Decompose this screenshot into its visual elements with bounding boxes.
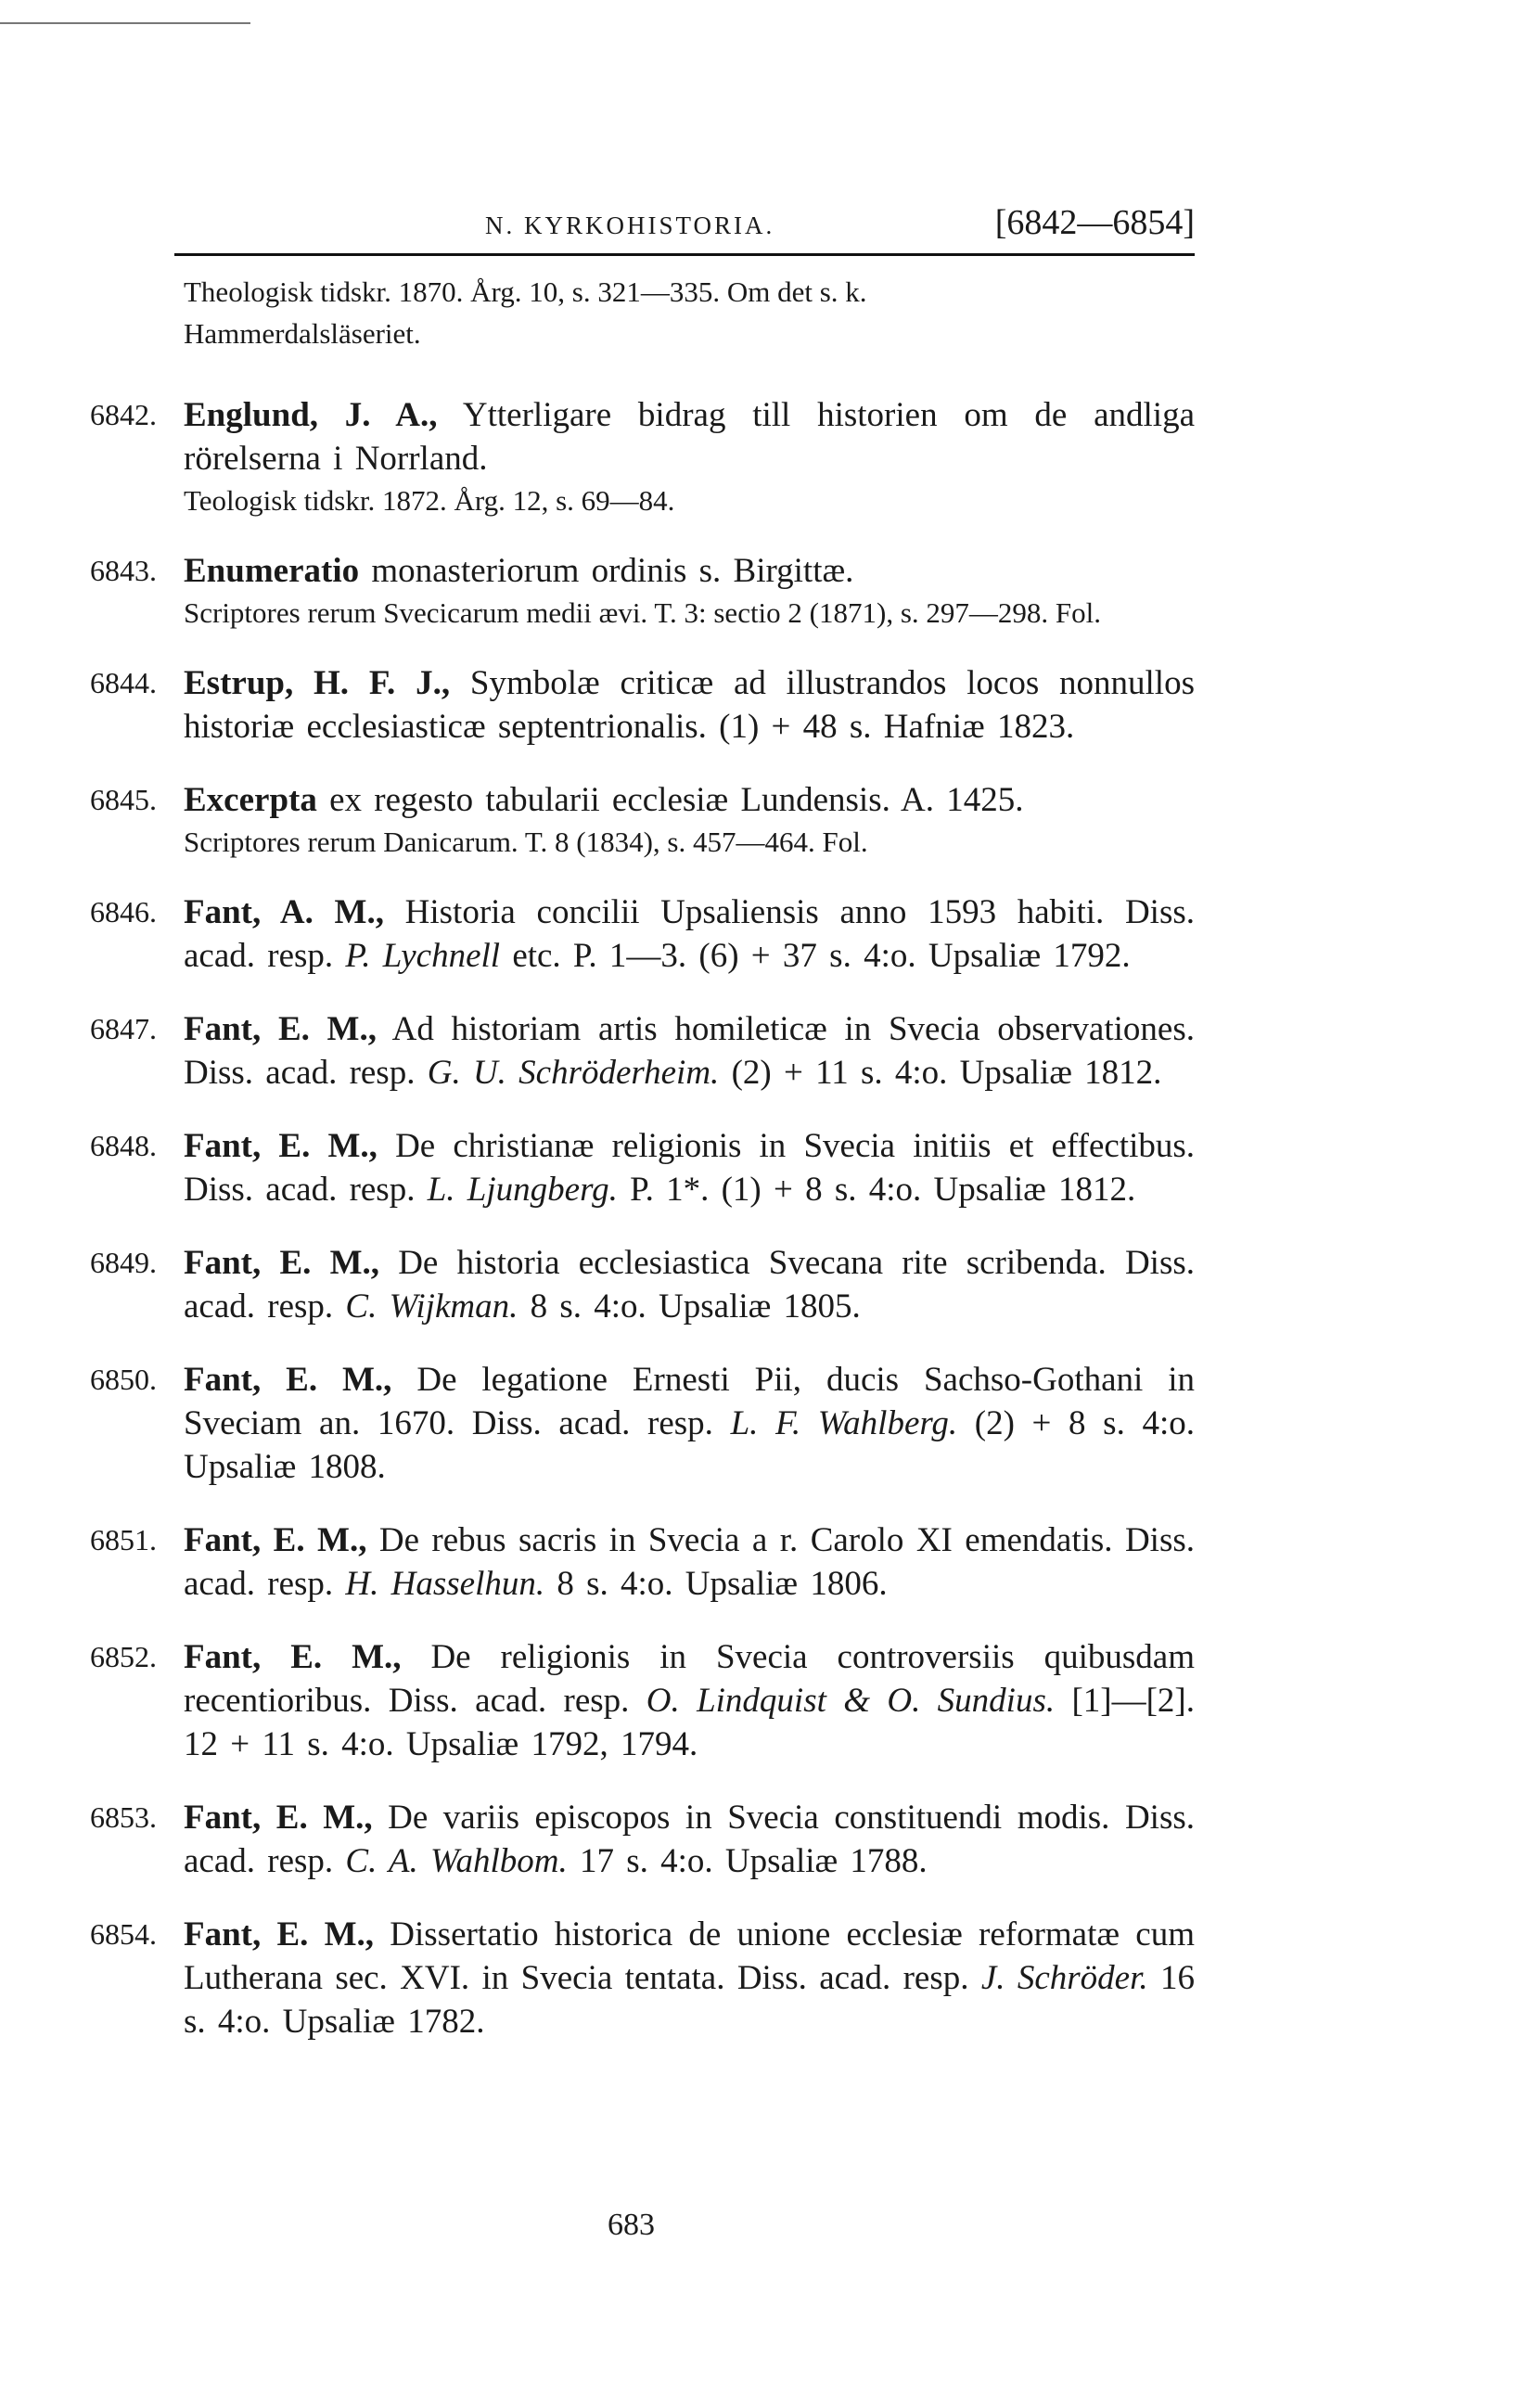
entry-respondent: P. Lychnell xyxy=(345,937,501,975)
entry-6848 xyxy=(90,1124,1195,1211)
entry-imprint: (2) + 8 s. 4:o. Upsaliæ 1808. xyxy=(184,1404,1195,1486)
entry-title xyxy=(184,1796,1195,1883)
entry-range: [6842—6854] xyxy=(994,203,1195,242)
entry-text: Symbolæ criticæ ad illustrandos locos nonnullos historiæ ecclesiasticæ septentrionalis. (1) + 48 s. Hafniæ 1823. xyxy=(184,664,1195,746)
entry-author: Fant, E. M., xyxy=(184,1521,367,1559)
top-scan-rule xyxy=(0,22,250,24)
entry-6845 xyxy=(90,778,1195,861)
entry-author: Englund, J. A., xyxy=(184,396,438,434)
entry-6851 xyxy=(90,1518,1195,1606)
entry-title xyxy=(184,1518,1195,1606)
entry-6846 xyxy=(90,890,1195,978)
entry-text: ex regesto tabularii ecclesiæ Lundensis. A. 1425. xyxy=(316,781,1024,819)
entry-respondent: G. U. Schröderheim. xyxy=(427,1054,720,1092)
entry-6844 xyxy=(90,661,1195,749)
entry-author: Fant, A. M., xyxy=(184,893,384,931)
entry-6850 xyxy=(90,1358,1195,1489)
entry-title xyxy=(184,549,1195,593)
entry-text: De religionis in Svecia controversiis quibusdam recentioribus. Diss. acad. resp. xyxy=(184,1638,1195,1720)
entry-6849 xyxy=(90,1241,1195,1328)
entry-imprint: 16 s. 4:o. Upsaliæ 1782. xyxy=(184,1959,1195,2041)
entry-respondent: O. Lindquist & O. Sundius. xyxy=(646,1682,1056,1720)
entry-text: Historia concilii Upsaliensis anno 1593 habiti. Diss. acad. resp. xyxy=(184,893,1195,975)
entry-number: 6848. xyxy=(90,1129,157,1162)
entry-number: 6851. xyxy=(90,1523,157,1556)
entry-source: Scriptores rerum Danicarum. T. 8 (1834), s. 457—464. Fol. xyxy=(184,826,868,858)
entry-imprint: 8 s. 4:o. Upsaliæ 1805. xyxy=(518,1287,861,1326)
entry-title xyxy=(184,1358,1195,1489)
entry-respondent: H. Hasselhun. xyxy=(345,1565,545,1603)
entry-number: 6842. xyxy=(90,398,157,431)
entry-title xyxy=(184,1635,1195,1766)
entry-source: Scriptores rerum Svecicarum medii ævi. T. 3: sectio 2 (1871), s. 297—298. Fol. xyxy=(184,596,1101,629)
entry-number: 6853. xyxy=(90,1800,157,1834)
continuation-line: Theologisk tidskr. 1870. Årg. 10, s. 321—335. Om det s. k. xyxy=(184,275,867,308)
entry-number: 6854. xyxy=(90,1917,157,1951)
continuation-note xyxy=(184,271,1195,354)
page-number: 683 xyxy=(608,2208,655,2242)
entry-number: 6843. xyxy=(90,554,157,587)
entry-title xyxy=(184,393,1195,480)
entry-imprint: [1]—[2]. 12 + 11 s. 4:o. Upsaliæ 1792, 1794. xyxy=(184,1682,1195,1763)
entry-text: De christianæ religionis in Svecia initiis et effectibus. Diss. acad. resp. xyxy=(184,1127,1196,1209)
entry-text: De variis episcopos in Svecia constituendi modis. Diss. acad. resp. xyxy=(184,1799,1195,1880)
entry-6843 xyxy=(90,549,1195,632)
entry-source: Teologisk tidskr. 1872. Årg. 12, s. 69—84. xyxy=(184,484,675,517)
entry-imprint: (2) + 11 s. 4:o. Upsaliæ 1812. xyxy=(719,1054,1162,1092)
entry-text: Ytterligare bidrag till historien om de andliga rörelserna i Norrland. xyxy=(184,396,1196,478)
entry-title xyxy=(184,778,1195,822)
header-rule xyxy=(174,253,1195,256)
entry-author: Fant, E. M., xyxy=(184,1638,402,1676)
entry-6853 xyxy=(90,1796,1195,1883)
entry-respondent: C. A. Wahlbom. xyxy=(345,1842,568,1880)
entry-text: monasteriorum ordinis s. Birgittæ. xyxy=(359,552,854,590)
entry-imprint: P. 1*. (1) + 8 s. 4:o. Upsaliæ 1812. xyxy=(617,1171,1136,1209)
entry-author: Fant, E. M., xyxy=(184,1799,373,1837)
entry-text: Dissertatio historica de unione ecclesiæ reformatæ cum Lutherana sec. XVI. in Svecia tentata. Diss. acad. resp. xyxy=(184,1915,1195,1997)
entry-respondent: L. F. Wahlberg. xyxy=(730,1404,958,1442)
entry-imprint: 8 s. 4:o. Upsaliæ 1806. xyxy=(544,1565,888,1603)
entry-author: Fant, E. M., xyxy=(184,1361,392,1399)
entry-6847 xyxy=(90,1007,1195,1095)
continuation-line: Hammerdalsläseriet. xyxy=(184,317,421,350)
entry-imprint: etc. P. 1—3. (6) + 37 s. 4:o. Upsaliæ 1792. xyxy=(500,937,1131,975)
entry-number: 6849. xyxy=(90,1246,157,1279)
entry-text: De legatione Ernesti Pii, ducis Sachso-Gothani in Sveciam an. 1670. Diss. acad. resp. xyxy=(184,1361,1195,1442)
entry-author: Excerpta xyxy=(184,781,317,819)
entry-author: Estrup, H. F. J., xyxy=(184,664,451,702)
entry-number: 6844. xyxy=(90,666,157,699)
entry-text: De rebus sacris in Svecia a r. Carolo XI emendatis. Diss. acad. resp. xyxy=(184,1521,1195,1603)
entry-6852 xyxy=(90,1635,1195,1766)
entry-respondent: J. Schröder. xyxy=(980,1959,1148,1997)
entry-number: 6846. xyxy=(90,895,157,929)
entry-6854 xyxy=(90,1913,1195,2043)
entry-imprint: 17 s. 4:o. Upsaliæ 1788. xyxy=(567,1842,928,1880)
entry-6842 xyxy=(90,393,1195,519)
entry-title xyxy=(184,1007,1195,1095)
entry-title xyxy=(184,1913,1195,2043)
entry-title xyxy=(184,1124,1195,1211)
page-header xyxy=(174,202,1195,250)
entry-text: Ad historiam artis homileticæ in Svecia observationes. Diss. acad. resp. xyxy=(184,1010,1195,1092)
entry-title xyxy=(184,1241,1195,1328)
entry-author: Fant, E. M., xyxy=(184,1915,375,1953)
entry-number: 6850. xyxy=(90,1363,157,1396)
running-title: N. KYRKOHISTORIA. xyxy=(485,211,775,239)
entry-author: Enumeratio xyxy=(184,552,360,590)
entry-title xyxy=(184,890,1195,978)
entry-text: De historia ecclesiastica Svecana rite scribenda. Diss. acad. resp. xyxy=(184,1244,1195,1326)
entry-author: Fant, E. M., xyxy=(184,1244,379,1282)
entry-author: Fant, E. M., xyxy=(184,1010,377,1048)
entry-number: 6845. xyxy=(90,783,157,816)
entry-number: 6847. xyxy=(90,1012,157,1045)
entry-respondent: L. Ljungberg. xyxy=(427,1171,618,1209)
entry-respondent: C. Wijkman. xyxy=(345,1287,518,1326)
entry-author: Fant, E. M., xyxy=(184,1127,378,1165)
bibliography-list xyxy=(90,271,1195,2073)
entry-title xyxy=(184,661,1195,749)
entry-number: 6852. xyxy=(90,1640,157,1673)
